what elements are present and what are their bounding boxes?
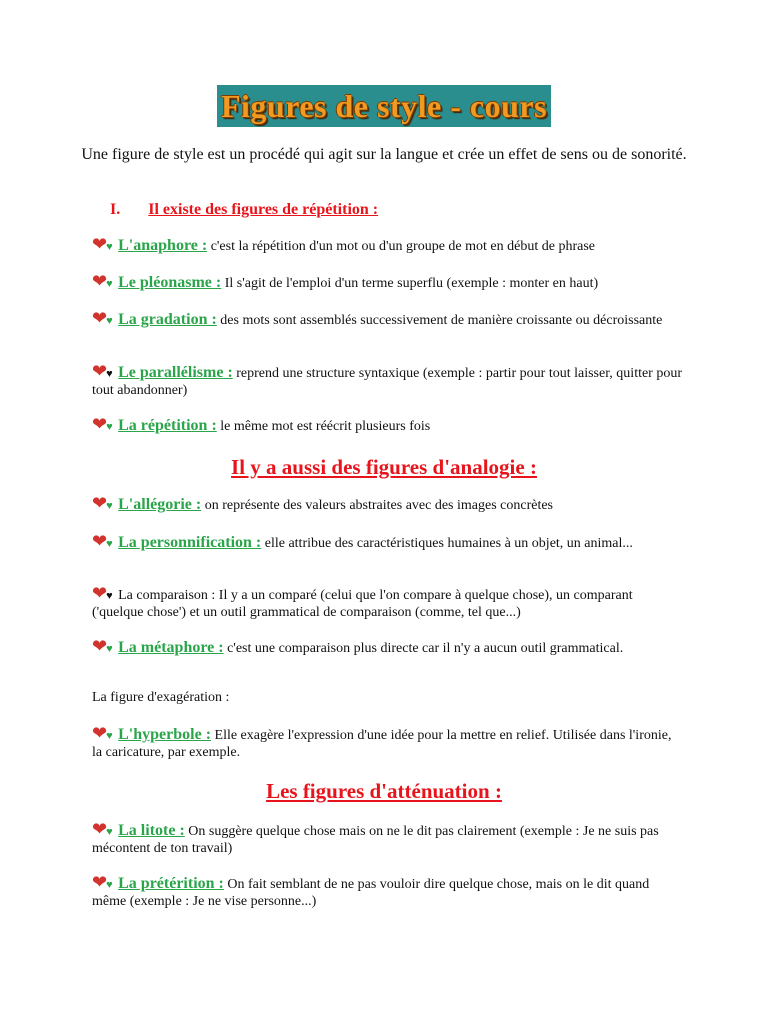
page-title: Figures de style - cours xyxy=(217,85,551,127)
hearts xyxy=(92,414,113,435)
entry-desc: On fait semblant de ne pas vouloir dire quelque chose, mais on le dit quand même (exemple : Je ne vise personne...) xyxy=(92,877,650,909)
small-heart-icon: ♥ xyxy=(106,826,113,838)
heart-icon: ❤ xyxy=(92,308,108,328)
entry-term: La prétérition : xyxy=(118,875,224,892)
small-heart-icon: ♥ xyxy=(106,315,113,327)
entry-metaphore xyxy=(92,636,682,657)
hearts xyxy=(92,271,113,292)
hearts xyxy=(92,819,113,840)
entry-desc: On suggère quelque chose mais on ne le dit pas clairement (exemple : Je ne suis pas mécontent de ton travail) xyxy=(92,824,659,856)
heart-icon: ❤ xyxy=(92,531,108,551)
entry-term: La litote : xyxy=(118,822,185,839)
entry-desc: on représente des valeurs abstraites avec des images concrètes xyxy=(204,498,554,513)
exageration-label: La figure d'exagération : xyxy=(92,690,230,705)
entry-term: L'allégorie : xyxy=(118,496,202,513)
entry-pleonasme xyxy=(92,271,682,292)
entry-desc: reprend une structure syntaxique (exemple : partir pour tout laisser, quitter pour tout abandonner) xyxy=(92,366,683,398)
section-repetition-heading xyxy=(110,201,378,219)
entry-term: L'anaphore : xyxy=(118,237,208,254)
entry-term: Le pléonasme : xyxy=(118,274,222,291)
intro-paragraph: Une figure de style est un procédé qui agit sur la langue et crée un effet de sens ou de sonorité. xyxy=(81,146,687,163)
entry-desc: c'est une comparaison plus directe car il n'y a aucun outil grammatical. xyxy=(227,641,624,656)
entry-desc: La comparaison : Il y a un comparé (celui que l'on compare à quelque chose), un comparant ('quelque chose') et un outil grammatical de comparaison (comme, tel que...) xyxy=(92,588,633,620)
hearts xyxy=(92,493,113,514)
section-number: I. xyxy=(110,201,121,218)
entry-preterition xyxy=(92,872,682,910)
heart-icon: ❤ xyxy=(92,819,108,839)
entry-hyperbole xyxy=(92,723,682,761)
small-heart-icon: ♥ xyxy=(106,538,113,550)
title-banner xyxy=(0,85,768,127)
heart-icon: ❤ xyxy=(92,271,108,291)
entry-desc: des mots sont assemblés successivement de manière croissante ou décroissante xyxy=(220,313,663,328)
entry-comparaison xyxy=(92,583,682,621)
entry-term: Le parallélisme : xyxy=(118,364,233,381)
hearts xyxy=(92,234,113,255)
heart-icon: ❤ xyxy=(92,583,108,603)
entry-desc: Il s'agit de l'emploi d'un terme superflu (exemple : monter en haut) xyxy=(224,276,599,291)
entry-desc: Elle exagère l'expression d'une idée pour la mettre en relief. Utilisée dans l'ironie, la caricature, par exemple. xyxy=(92,728,672,760)
entry-desc: elle attribue des caractéristiques humaines à un objet, un animal... xyxy=(264,536,633,551)
hearts xyxy=(92,636,113,657)
heart-icon: ❤ xyxy=(92,493,108,513)
entry-term: La personnification : xyxy=(118,534,262,551)
entry-gradation xyxy=(92,308,682,329)
heart-icon: ❤ xyxy=(92,723,108,743)
section-title: Il existe des figures de répétition : xyxy=(148,201,379,218)
small-heart-icon: ♥ xyxy=(106,879,113,891)
heart-icon: ❤ xyxy=(92,414,108,434)
entry-anaphore xyxy=(92,234,682,255)
small-heart-icon: ♥ xyxy=(106,590,113,602)
hearts xyxy=(92,872,113,893)
entry-repetition xyxy=(92,414,682,435)
small-heart-icon: ♥ xyxy=(106,368,113,380)
hearts xyxy=(92,361,113,382)
hearts xyxy=(92,531,113,552)
entry-term: L'hyperbole : xyxy=(118,726,212,743)
entry-personnification xyxy=(92,531,682,552)
small-heart-icon: ♥ xyxy=(106,500,113,512)
heading-attenuation: Les figures d'atténuation : xyxy=(266,779,502,803)
hearts xyxy=(92,723,113,744)
small-heart-icon: ♥ xyxy=(106,730,113,742)
entry-desc: c'est la répétition d'un mot ou d'un groupe de mot en début de phrase xyxy=(210,239,595,254)
small-heart-icon: ♥ xyxy=(106,278,113,290)
heart-icon: ❤ xyxy=(92,872,108,892)
entry-term: La gradation : xyxy=(118,311,217,328)
heart-icon: ❤ xyxy=(92,234,108,254)
hearts xyxy=(92,308,113,329)
entry-allegorie xyxy=(92,493,682,514)
entry-litote xyxy=(92,819,682,857)
heart-icon: ❤ xyxy=(92,361,108,381)
small-heart-icon: ♥ xyxy=(106,241,113,253)
entry-desc: le même mot est réécrit plusieurs fois xyxy=(220,419,431,434)
small-heart-icon: ♥ xyxy=(106,421,113,433)
entry-term: La métaphore : xyxy=(118,639,224,656)
entry-term: La répétition : xyxy=(118,417,217,434)
entry-parallelisme xyxy=(92,361,683,399)
hearts xyxy=(92,583,113,604)
small-heart-icon: ♥ xyxy=(106,643,113,655)
heart-icon: ❤ xyxy=(92,636,108,656)
heading-analogie: Il y a aussi des figures d'analogie : xyxy=(231,455,537,479)
